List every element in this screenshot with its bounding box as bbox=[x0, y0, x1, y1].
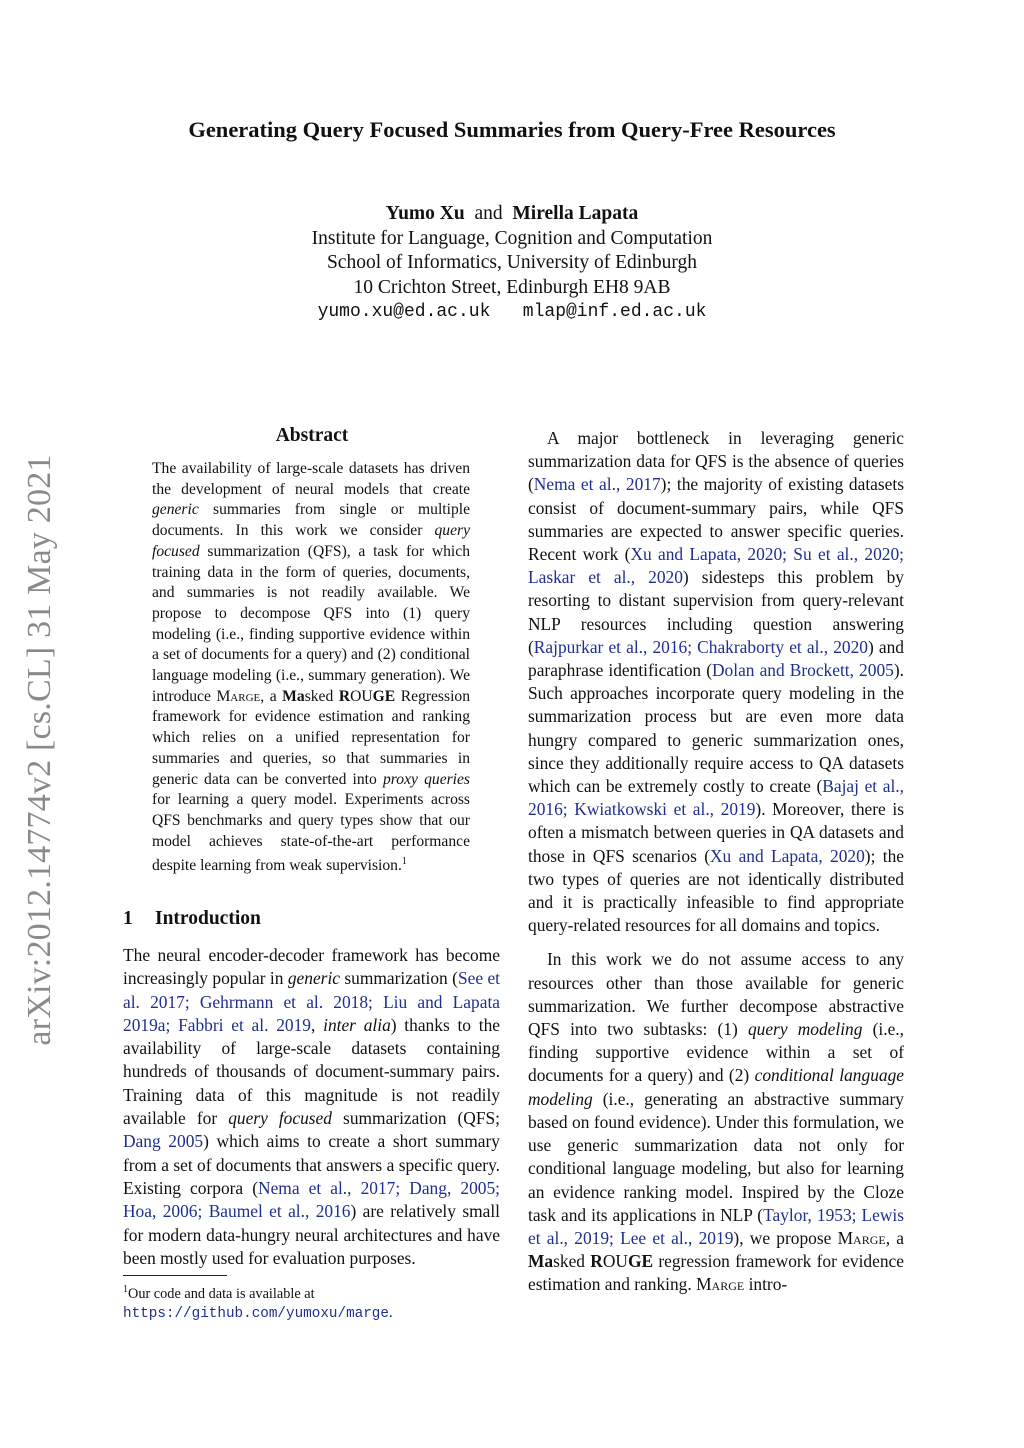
author-name: Mirella Lapata bbox=[512, 203, 639, 224]
footnote: $^1$Our code and data is available at https://github.com/yumoxu/marge. bbox=[123, 1284, 393, 1323]
footnote-link[interactable]: https://github.com/yumoxu/marge bbox=[123, 1306, 389, 1323]
arxiv-sidebar bbox=[20, 440, 60, 1060]
citation[interactable]: Dolan and Brockett, 2005 bbox=[711, 660, 894, 681]
citation[interactable]: See et al. 2017; Gehrmann et al. 2018; Liu and Lapata 2019a; Fabbri et al. 2019 bbox=[123, 968, 500, 1035]
citation[interactable]: Dang 2005 bbox=[123, 1131, 204, 1152]
author-line bbox=[0, 202, 1024, 227]
author-name: Yumo Xu bbox=[385, 203, 465, 224]
abstract-heading: Abstract bbox=[275, 425, 349, 446]
abstract-body: The availability of large-scale datasets has driven the development of neural models that create generic summaries from single or multiple documents. In this work we consider query focused summarization (QFS), a task for which training data in the form of queries, documents, and summaries is not readily available. We propose to decompose QFS into (1) query modeling (i.e., finding supportive evidence within a set of documents for a query) and (2) conditional language modeling (i.e., summary generation). We introduce Marge, a Masked ROUGE Regression framework for evidence estimation and ranking which relies on a unified representation for summaries and queries, so that summaries in generic data can be converted into proxy queries for learning a query model. Experiments across QFS benchmarks and query types show that our model achieves state-of-the-art performance despite learning from weak supervision.$^1$ bbox=[152, 460, 471, 875]
author-conjunction: and bbox=[474, 203, 503, 224]
footnote-mark[interactable]: 1 bbox=[401, 856, 407, 868]
email-line bbox=[0, 300, 1024, 325]
citation[interactable]: Rajpurkar et al., 2016; Chakraborty et al., 2020 bbox=[533, 636, 868, 657]
author-block bbox=[0, 202, 1024, 325]
citation[interactable]: Xu and Lapata, 2020 bbox=[709, 845, 865, 866]
intro-paragraph: The neural encoder-decoder framework has become increasingly popular in generic summarization (See et al. 2017; Gehrmann et al. 2018; Liu and Lapata 2019a; Fabbri et al. 2019, inter alia) thanks to the availability of large-scale datasets containing hundreds of thousands of document-summary pairs. Training data of this magnitude is not readily available for query focused summarization (QFS; Dang 2005) which aims to create a short summary from a set of documents that answers a specific query. Existing corpora (Nema et al., 2017; Dang, 2005; Hoa, 2006; Baumel et al., 2016) are relatively small for modern data-hungry neural architectures and have been mostly used for evaluation purposes. bbox=[123, 945, 501, 1268]
arxiv-identifier: arXiv:2012.14774v2 [cs.CL] 31 May 2021 bbox=[21, 454, 58, 1046]
body-paragraph: In this work we do not assume access to any resources other than those available for generic summarization. We further decompose abstractive QFS into two subtasks: (1) query modeling (i.e., finding supportive evidence within a set of documents for a query) and (2) conditional language modeling (i.e., generating an abstractive summary based on found evidence). Under this formulation, we use generic summarization data not only for conditional language modeling, but also for learning an evidence ranking model. Inspired by the Cloze task and its applications in NLP (Taylor, 1953; Lewis et al., 2019; Lee et al., 2019), we propose Marge, a Masked ROUGE regression framework for evidence estimation and ranking. Marge intro- bbox=[528, 949, 904, 1295]
body-paragraph: A major bottleneck in leveraging generic summarization data for QFS is the absence of queries (Nema et al., 2017); the majority of existing datasets consist of document-summary pairs, while QFS summaries are expected to answer specific queries. Recent work (Xu and Lapata, 2020; Su et al., 2020; Laskar et al., 2020) sidesteps this problem by resorting to distant supervision from query-relevant NLP resources including question answering (Rajpurkar et al., 2016; Chakraborty et al., 2020) and paraphrase identification (Dolan and Brockett, 2005). Such approaches incorporate query modeling in the summarization process but are even more data hungry compared to generic summarization ones, since they additionally require access to QA datasets which can be extremely costly to create (Bajaj et al., 2016; Kwiatkowski et al., 2019). Moreover, there is often a mismatch between queries in QA datasets and those in QFS scenarios (Xu and Lapata, 2020); the two types of queries are not identically distributed and it is practically infeasible to find appropriate query-related resources for all domains and topics. bbox=[528, 428, 905, 936]
footnote-rule bbox=[123, 1275, 227, 1276]
section-heading: 1 Introduction bbox=[123, 908, 261, 929]
citation[interactable]: Xu and Lapata, 2020; Su et al., 2020; Laskar et al., 2020 bbox=[528, 544, 904, 588]
address: 10 Crichton Street, Edinburgh EH8 9AB bbox=[353, 276, 671, 298]
paper-title: Generating Query Focused Summaries from Query-Free Resources bbox=[188, 117, 836, 142]
affiliation: School of Informatics, University of Edinburgh bbox=[326, 252, 698, 273]
citation[interactable]: Nema et al., 2017 bbox=[533, 474, 661, 495]
citation[interactable]: Taylor, 1953; Lewis et al., 2019; Lee et al., 2019 bbox=[528, 1204, 904, 1248]
affiliation: Institute for Language, Cognition and Computation bbox=[311, 227, 713, 249]
email: mlap@inf.ed.ac.uk bbox=[522, 302, 707, 322]
citation[interactable]: Bajaj et al., 2016; Kwiatkowski et al., 2019 bbox=[528, 776, 904, 820]
email: yumo.xu@ed.ac.uk bbox=[317, 302, 491, 322]
citation[interactable]: Nema et al., 2017; Dang, 2005; Hoa, 2006; Baumel et al., 2016 bbox=[123, 1177, 500, 1222]
right-column bbox=[528, 427, 904, 1297]
